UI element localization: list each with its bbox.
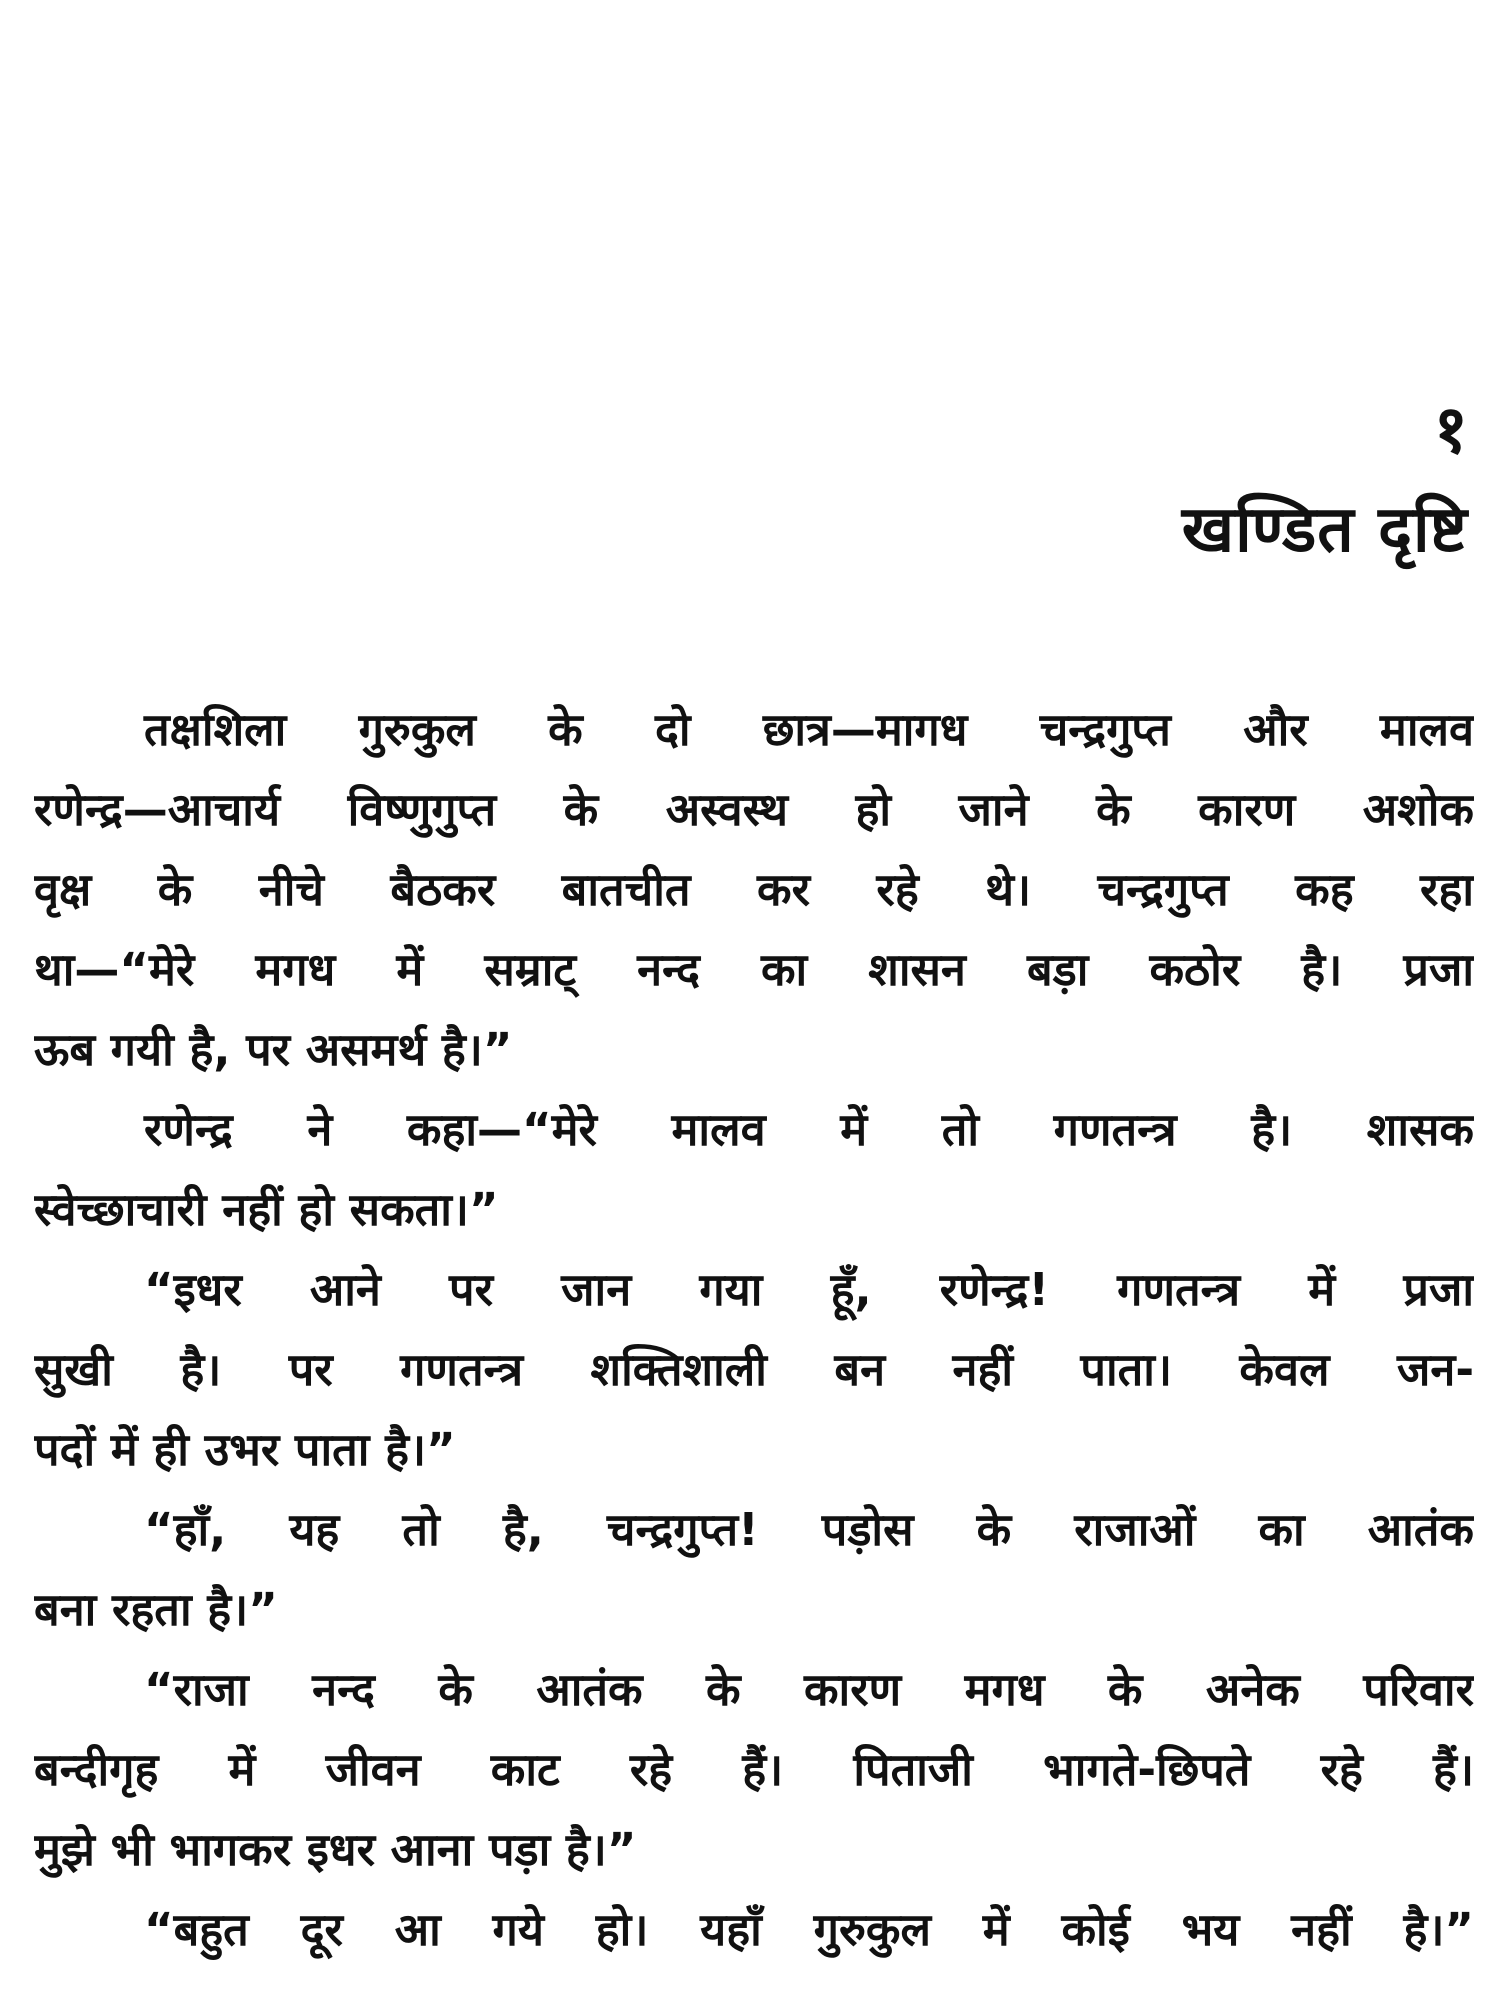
text-line: बन्दीगृह में जीवन काट रहे हैं। पिताजी भागते-छिपते रहे हैं।	[34, 1743, 1474, 1796]
chapter-title: खण्डित दृष्टि	[1181, 493, 1468, 567]
text-line: मुझे भी भागकर इधर आना पड़ा है।”	[34, 1823, 637, 1876]
text-line: “राजा नन्द के आतंक के कारण मगध के अनेक परिवार	[144, 1663, 1474, 1716]
text-line: रणेन्द्र—आचार्य विष्णुगुप्त के अस्वस्थ हो जाने के कारण अशोक	[34, 783, 1474, 836]
text-line: ऊब गयी है, पर असमर्थ है।”	[34, 1023, 513, 1076]
text-line: था—“मेरे मगध में सम्राट् नन्द का शासन बड़ा कठोर है। प्रजा	[34, 943, 1474, 996]
text-line: स्वेच्छाचारी नहीं हो सकता।”	[34, 1183, 499, 1236]
text-line: “इधर आने पर जान गया हूँ, रणेन्द्र! गणतन्त्र में प्रजा	[144, 1263, 1474, 1316]
text-line: तक्षशिला गुरुकुल के दो छात्र—मागध चन्द्रगुप्त और मालव	[144, 703, 1474, 756]
text-line: वृक्ष के नीचे बैठकर बातचीत कर रहे थे। चन्द्रगुप्त कह रहा	[34, 863, 1474, 916]
chapter-body	[34, 690, 1474, 1970]
text-line: पदों में ही उभर पाता है।”	[34, 1423, 456, 1476]
text-line: “हाँ, यह तो है, चन्द्रगुप्त! पड़ोस के राजाओं का आतंक	[144, 1503, 1474, 1556]
text-line: “बहुत दूर आ गये हो। यहाँ गुरुकुल में कोई भय नहीं है।”	[144, 1903, 1474, 1956]
chapter-number: १	[1433, 391, 1468, 468]
text-line: सुखी है। पर गणतन्त्र शक्तिशाली बन नहीं पाता। केवल जन-	[34, 1343, 1474, 1396]
text-line: बना रहता है।”	[34, 1583, 278, 1636]
text-line: रणेन्द्र ने कहा—“मेरे मालव में तो गणतन्त्र है। शासक	[144, 1103, 1474, 1156]
